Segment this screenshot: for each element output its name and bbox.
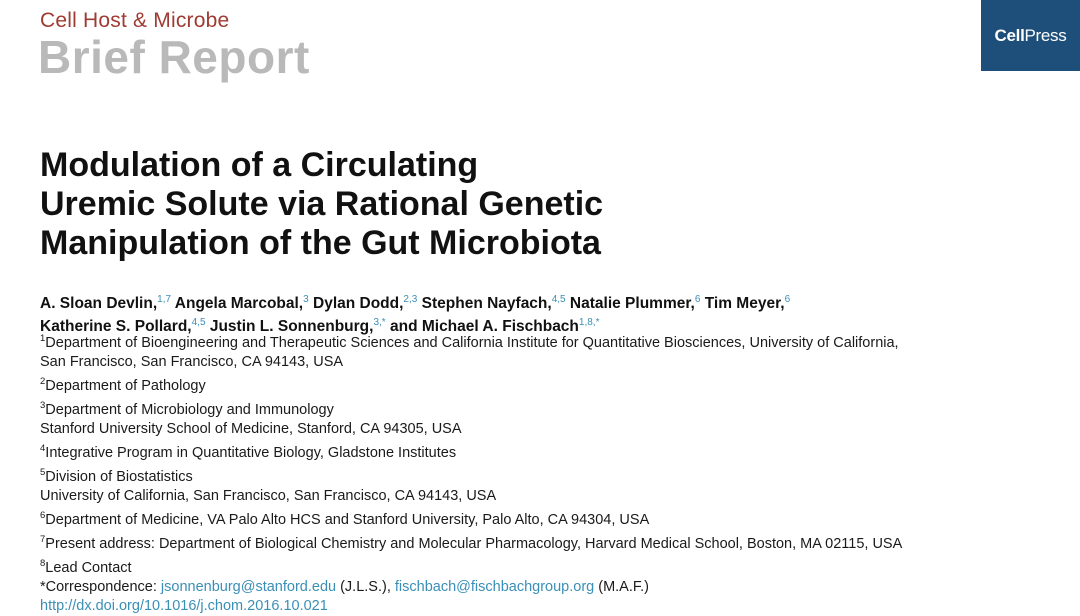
affiliation-5: $^5$Division of Biostatistics <box>40 466 193 485</box>
affiliation-4: $^4$Integrative Program in Quantitative Biology, Gladstone Institutes <box>40 442 457 461</box>
doi-link[interactable]: http://dx.doi.org/10.1016/j.chom.2016.10.021 <box>40 597 328 614</box>
affiliation-marker[interactable]: 6 <box>784 294 791 305</box>
affiliation-3: $^3$Department of Microbiology and Immunology <box>40 399 334 418</box>
title-line: Uremic Solute via Rational Genetic <box>40 185 604 223</box>
title-line: Manipulation of the Gut Microbiota <box>40 224 601 262</box>
affiliation-marker[interactable]: 2,3 <box>403 294 418 305</box>
affiliation-marker[interactable]: 1,8,* <box>578 317 600 329</box>
affiliations <box>40 329 1060 616</box>
publisher-logo[interactable] <box>981 0 1080 71</box>
author-name[interactable]: Natalie Plummer, <box>569 295 695 313</box>
affiliation-marker[interactable]: 3 <box>303 294 309 305</box>
affiliation-2: $^2$Department of Pathology <box>40 376 206 394</box>
correspondence: *Correspondence: jsonnenburg@stanford.edu (J.L.S.), fischbach@fischbachgroup.org (M.A.F.) <box>40 578 649 595</box>
author-name[interactable]: Stephen Nayfach, <box>421 295 552 313</box>
author-line <box>40 290 1060 313</box>
affiliation-8: $^8$Lead Contact <box>40 557 132 576</box>
affiliation-marker[interactable]: 4,5 <box>551 294 566 305</box>
author-name[interactable]: Justin L. Sonnenburg, <box>209 318 374 336</box>
author-name[interactable]: A. Sloan Devlin, <box>40 295 158 313</box>
author-name[interactable]: and Michael A. Fischbach <box>389 318 579 336</box>
author-name[interactable]: Katherine S. Pollard, <box>40 318 192 336</box>
affiliation-marker[interactable]: 1,7 <box>157 294 172 305</box>
article-type-heading: Brief Report <box>38 31 310 83</box>
affiliation-6: $^6$Department of Medicine, VA Palo Alto HCS and Stanford University, Palo Alto, CA 94304, USA <box>40 509 650 528</box>
publisher-logo-text: CellPress <box>994 25 1067 45</box>
author-name[interactable]: Angela Marcobal, <box>174 295 304 313</box>
affiliation-address: Stanford University School of Medicine, Stanford, CA 94305, USA <box>40 420 462 437</box>
author-name[interactable]: Dylan Dodd, <box>313 295 404 313</box>
title-line: Modulation of a Circulating <box>40 146 479 184</box>
article-title <box>40 146 740 263</box>
email-link[interactable]: fischbach@fischbachgroup.org <box>394 578 595 595</box>
affiliation-1-cont: San Francisco, San Francisco, CA 94143, USA <box>40 353 344 370</box>
author-name[interactable]: Tim Meyer, <box>704 295 785 313</box>
affiliation-marker[interactable]: 6 <box>694 294 701 305</box>
journal-name: Cell Host & Microbe <box>40 9 230 32</box>
email-link[interactable]: jsonnenburg@stanford.edu <box>160 578 337 595</box>
affiliation-1: $^1$Department of Bioengineering and Therapeutic Sciences and California Institute for Quantitative Biosciences, University of California, <box>40 333 899 351</box>
affiliation-marker[interactable]: 3,* <box>373 317 386 329</box>
affiliation-marker[interactable]: 4,5 <box>191 317 206 329</box>
affiliation-address: University of California, San Francisco, San Francisco, CA 94143, USA <box>40 487 497 504</box>
affiliation-7: $^7$Present address: Department of Biological Chemistry and Molecular Pharmacology, Harvard Medical School, Boston, MA 02115, USA <box>40 533 903 552</box>
